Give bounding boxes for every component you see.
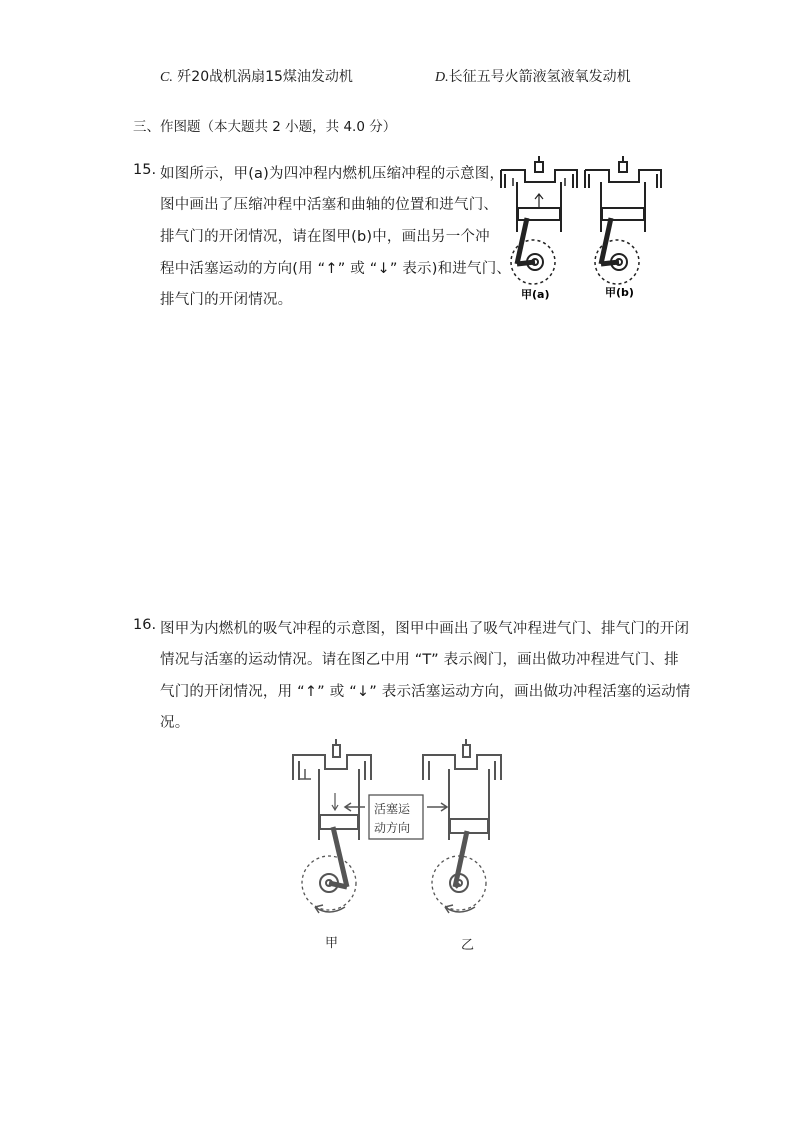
q16-engine-diagram [285, 735, 525, 955]
q15-engine-figure [495, 150, 665, 305]
engine-jia [293, 739, 371, 913]
q16-line-2: 情况与活塞的运动情况。请在图乙中用 “T” 表示阀门，画出做功冲程进气门、排 [160, 652, 679, 668]
option-d [435, 66, 631, 86]
option-d-letter: D. [435, 70, 449, 85]
q16-line-3: 气门的开闭情况，用 “↑” 或 “↓” 表示活塞运动方向，画出做功冲程活塞的运动情 [160, 684, 691, 700]
q16-number: 16. [133, 617, 157, 633]
q15-line-4: 程中活塞运动的方向(用 “↑” 或 “↓” 表示)和进气门、 [160, 261, 512, 277]
engine-a [501, 156, 577, 284]
box-text-2: 动方向 [374, 821, 411, 835]
q16-line-4: 况。 [160, 715, 190, 731]
q15-number: 15. [133, 162, 157, 178]
engine-b [585, 156, 661, 284]
q15-line-2: 图中画出了压缩冲程中活塞和曲轴的位置和进气门、 [160, 197, 499, 213]
option-c-letter: C. [160, 70, 173, 85]
label-jia: 甲 [325, 936, 339, 951]
option-c [160, 66, 353, 86]
label-a: 甲(a) [521, 288, 550, 301]
section-heading: 三、作图题（本大题共 2 小题，共 4.0 分） [133, 119, 397, 135]
q15-line-5: 排气门的开闭情况。 [160, 292, 293, 308]
q15-engine-diagram [495, 150, 665, 305]
engine-yi [423, 739, 501, 913]
q16-engine-figure [285, 735, 525, 955]
option-d-text: 长征五号火箭液氢液氧发动机 [448, 69, 631, 85]
q15-line-1: 如图所示，甲(a)为四冲程内燃机压缩冲程的示意图， [160, 166, 505, 182]
q15-line-3: 排气门的开闭情况，请在图甲(b)中，画出另一个冲 [160, 229, 490, 245]
option-c-text: 歼20战机涡扇15煤油发动机 [177, 69, 353, 85]
label-yi: 乙 [461, 938, 475, 953]
box-text-1: 活塞运 [374, 802, 411, 816]
q16-line-1: 图甲为内燃机的吸气冲程的示意图，图甲中画出了吸气冲程进气门、排气门的开闭 [160, 621, 690, 637]
label-b: 甲(b) [605, 286, 634, 299]
